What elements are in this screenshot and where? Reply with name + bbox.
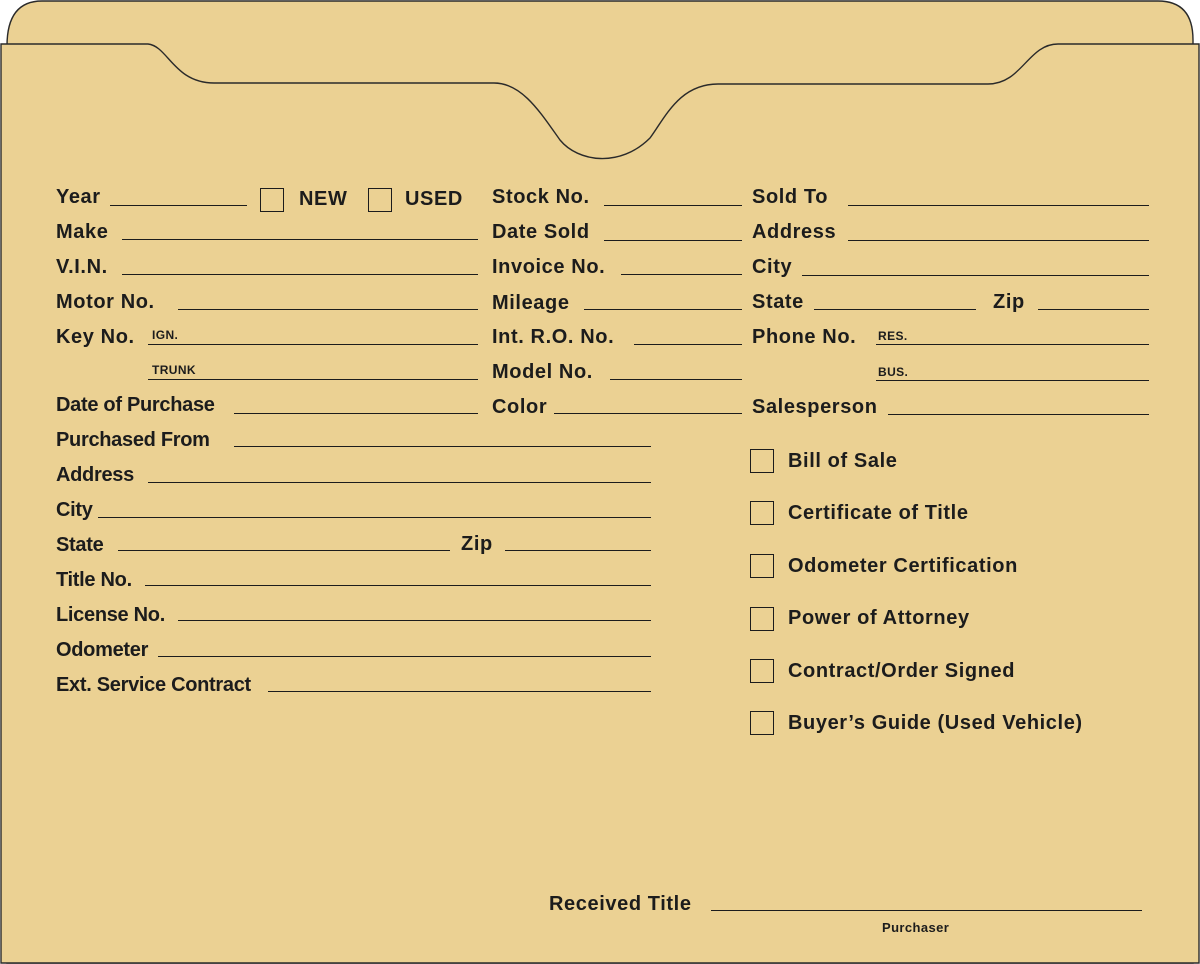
certificate-of-title-checkbox[interactable]: [750, 501, 774, 525]
int-ro-no-label: Int. R.O. No.: [492, 326, 615, 348]
buyer-address-label: Address: [752, 221, 837, 243]
model-no-label: Model No.: [492, 361, 593, 383]
seller-zip-field[interactable]: [505, 550, 651, 551]
sold-to-field[interactable]: [848, 205, 1149, 206]
odometer-label: Odometer: [56, 639, 149, 661]
sold-to-label: Sold To: [752, 186, 829, 208]
model-no-field[interactable]: [610, 379, 742, 380]
buyer-city-label: City: [752, 256, 793, 278]
date-of-purchase-label: Date of Purchase: [56, 394, 215, 416]
ign-key-field[interactable]: [148, 344, 478, 345]
seller-city-label: City: [56, 499, 93, 521]
odometer-field[interactable]: [158, 656, 651, 657]
stock-no-field[interactable]: [604, 205, 742, 206]
buyer-zip-label: Zip: [993, 291, 1025, 313]
buyers-guide-label: Buyer’s Guide (Used Vehicle): [788, 712, 1083, 734]
purchased-from-label: Purchased From: [56, 429, 210, 451]
purchased-from-field[interactable]: [234, 446, 651, 447]
seller-zip-label: Zip: [461, 533, 493, 555]
res-label: RES.: [878, 329, 908, 343]
date-sold-field[interactable]: [604, 240, 742, 241]
vin-label: V.I.N.: [56, 256, 108, 278]
color-field[interactable]: [554, 413, 742, 414]
vin-field[interactable]: [122, 274, 478, 275]
invoice-no-label: Invoice No.: [492, 256, 606, 278]
seller-city-field[interactable]: [98, 517, 651, 518]
title-no-field[interactable]: [145, 585, 651, 586]
color-label: Color: [492, 396, 548, 418]
year-label: Year: [56, 186, 101, 208]
ign-label: IGN.: [152, 328, 179, 342]
motor-no-field[interactable]: [178, 309, 478, 310]
phone-no-label: Phone No.: [752, 326, 857, 348]
seller-address-label: Address: [56, 464, 134, 486]
buyer-state-field[interactable]: [814, 309, 976, 310]
seller-state-field[interactable]: [118, 550, 450, 551]
salesperson-label: Salesperson: [752, 396, 878, 418]
contract-order-signed-checkbox[interactable]: [750, 659, 774, 683]
int-ro-no-field[interactable]: [634, 344, 742, 345]
buyer-zip-field[interactable]: [1038, 309, 1149, 310]
bus-phone-field[interactable]: [876, 380, 1149, 381]
power-of-attorney-label: Power of Attorney: [788, 607, 970, 629]
odometer-certification-checkbox[interactable]: [750, 554, 774, 578]
new-checkbox[interactable]: [260, 188, 284, 212]
license-no-field[interactable]: [178, 620, 651, 621]
year-field[interactable]: [110, 205, 247, 206]
license-no-label: License No.: [56, 604, 165, 626]
used-label: USED: [405, 188, 463, 210]
date-of-purchase-field[interactable]: [234, 413, 478, 414]
bus-label: BUS.: [878, 365, 909, 379]
invoice-no-field[interactable]: [621, 274, 742, 275]
motor-no-label: Motor No.: [56, 291, 155, 313]
received-title-label: Received Title: [549, 893, 692, 915]
buyer-state-label: State: [752, 291, 804, 313]
make-field[interactable]: [122, 239, 478, 240]
salesperson-field[interactable]: [888, 414, 1149, 415]
received-title-signature-field[interactable]: [711, 910, 1142, 911]
seller-state-label: State: [56, 534, 104, 556]
mileage-label: Mileage: [492, 292, 570, 314]
contract-order-signed-label: Contract/Order Signed: [788, 660, 1016, 682]
folder-front-pocket: [1, 44, 1199, 963]
make-label: Make: [56, 221, 109, 243]
bill-of-sale-checkbox[interactable]: [750, 449, 774, 473]
trunk-label: TRUNK: [152, 363, 196, 377]
ext-service-contract-label: Ext. Service Contract: [56, 674, 251, 696]
seller-address-field[interactable]: [148, 482, 651, 483]
purchaser-caption: Purchaser: [882, 920, 950, 935]
odometer-certification-label: Odometer Certification: [788, 555, 1018, 577]
new-label: NEW: [299, 188, 348, 210]
buyer-address-field[interactable]: [848, 240, 1149, 241]
mileage-field[interactable]: [584, 309, 742, 310]
certificate-of-title-label: Certificate of Title: [788, 502, 969, 524]
stock-no-label: Stock No.: [492, 186, 590, 208]
power-of-attorney-checkbox[interactable]: [750, 607, 774, 631]
used-checkbox[interactable]: [368, 188, 392, 212]
title-no-label: Title No.: [56, 569, 132, 591]
res-phone-field[interactable]: [876, 344, 1149, 345]
trunk-key-field[interactable]: [148, 379, 478, 380]
buyer-city-field[interactable]: [802, 275, 1149, 276]
key-no-label: Key No.: [56, 326, 135, 348]
buyers-guide-checkbox[interactable]: [750, 711, 774, 735]
date-sold-label: Date Sold: [492, 221, 590, 243]
bill-of-sale-label: Bill of Sale: [788, 450, 898, 472]
ext-service-contract-field[interactable]: [268, 691, 651, 692]
